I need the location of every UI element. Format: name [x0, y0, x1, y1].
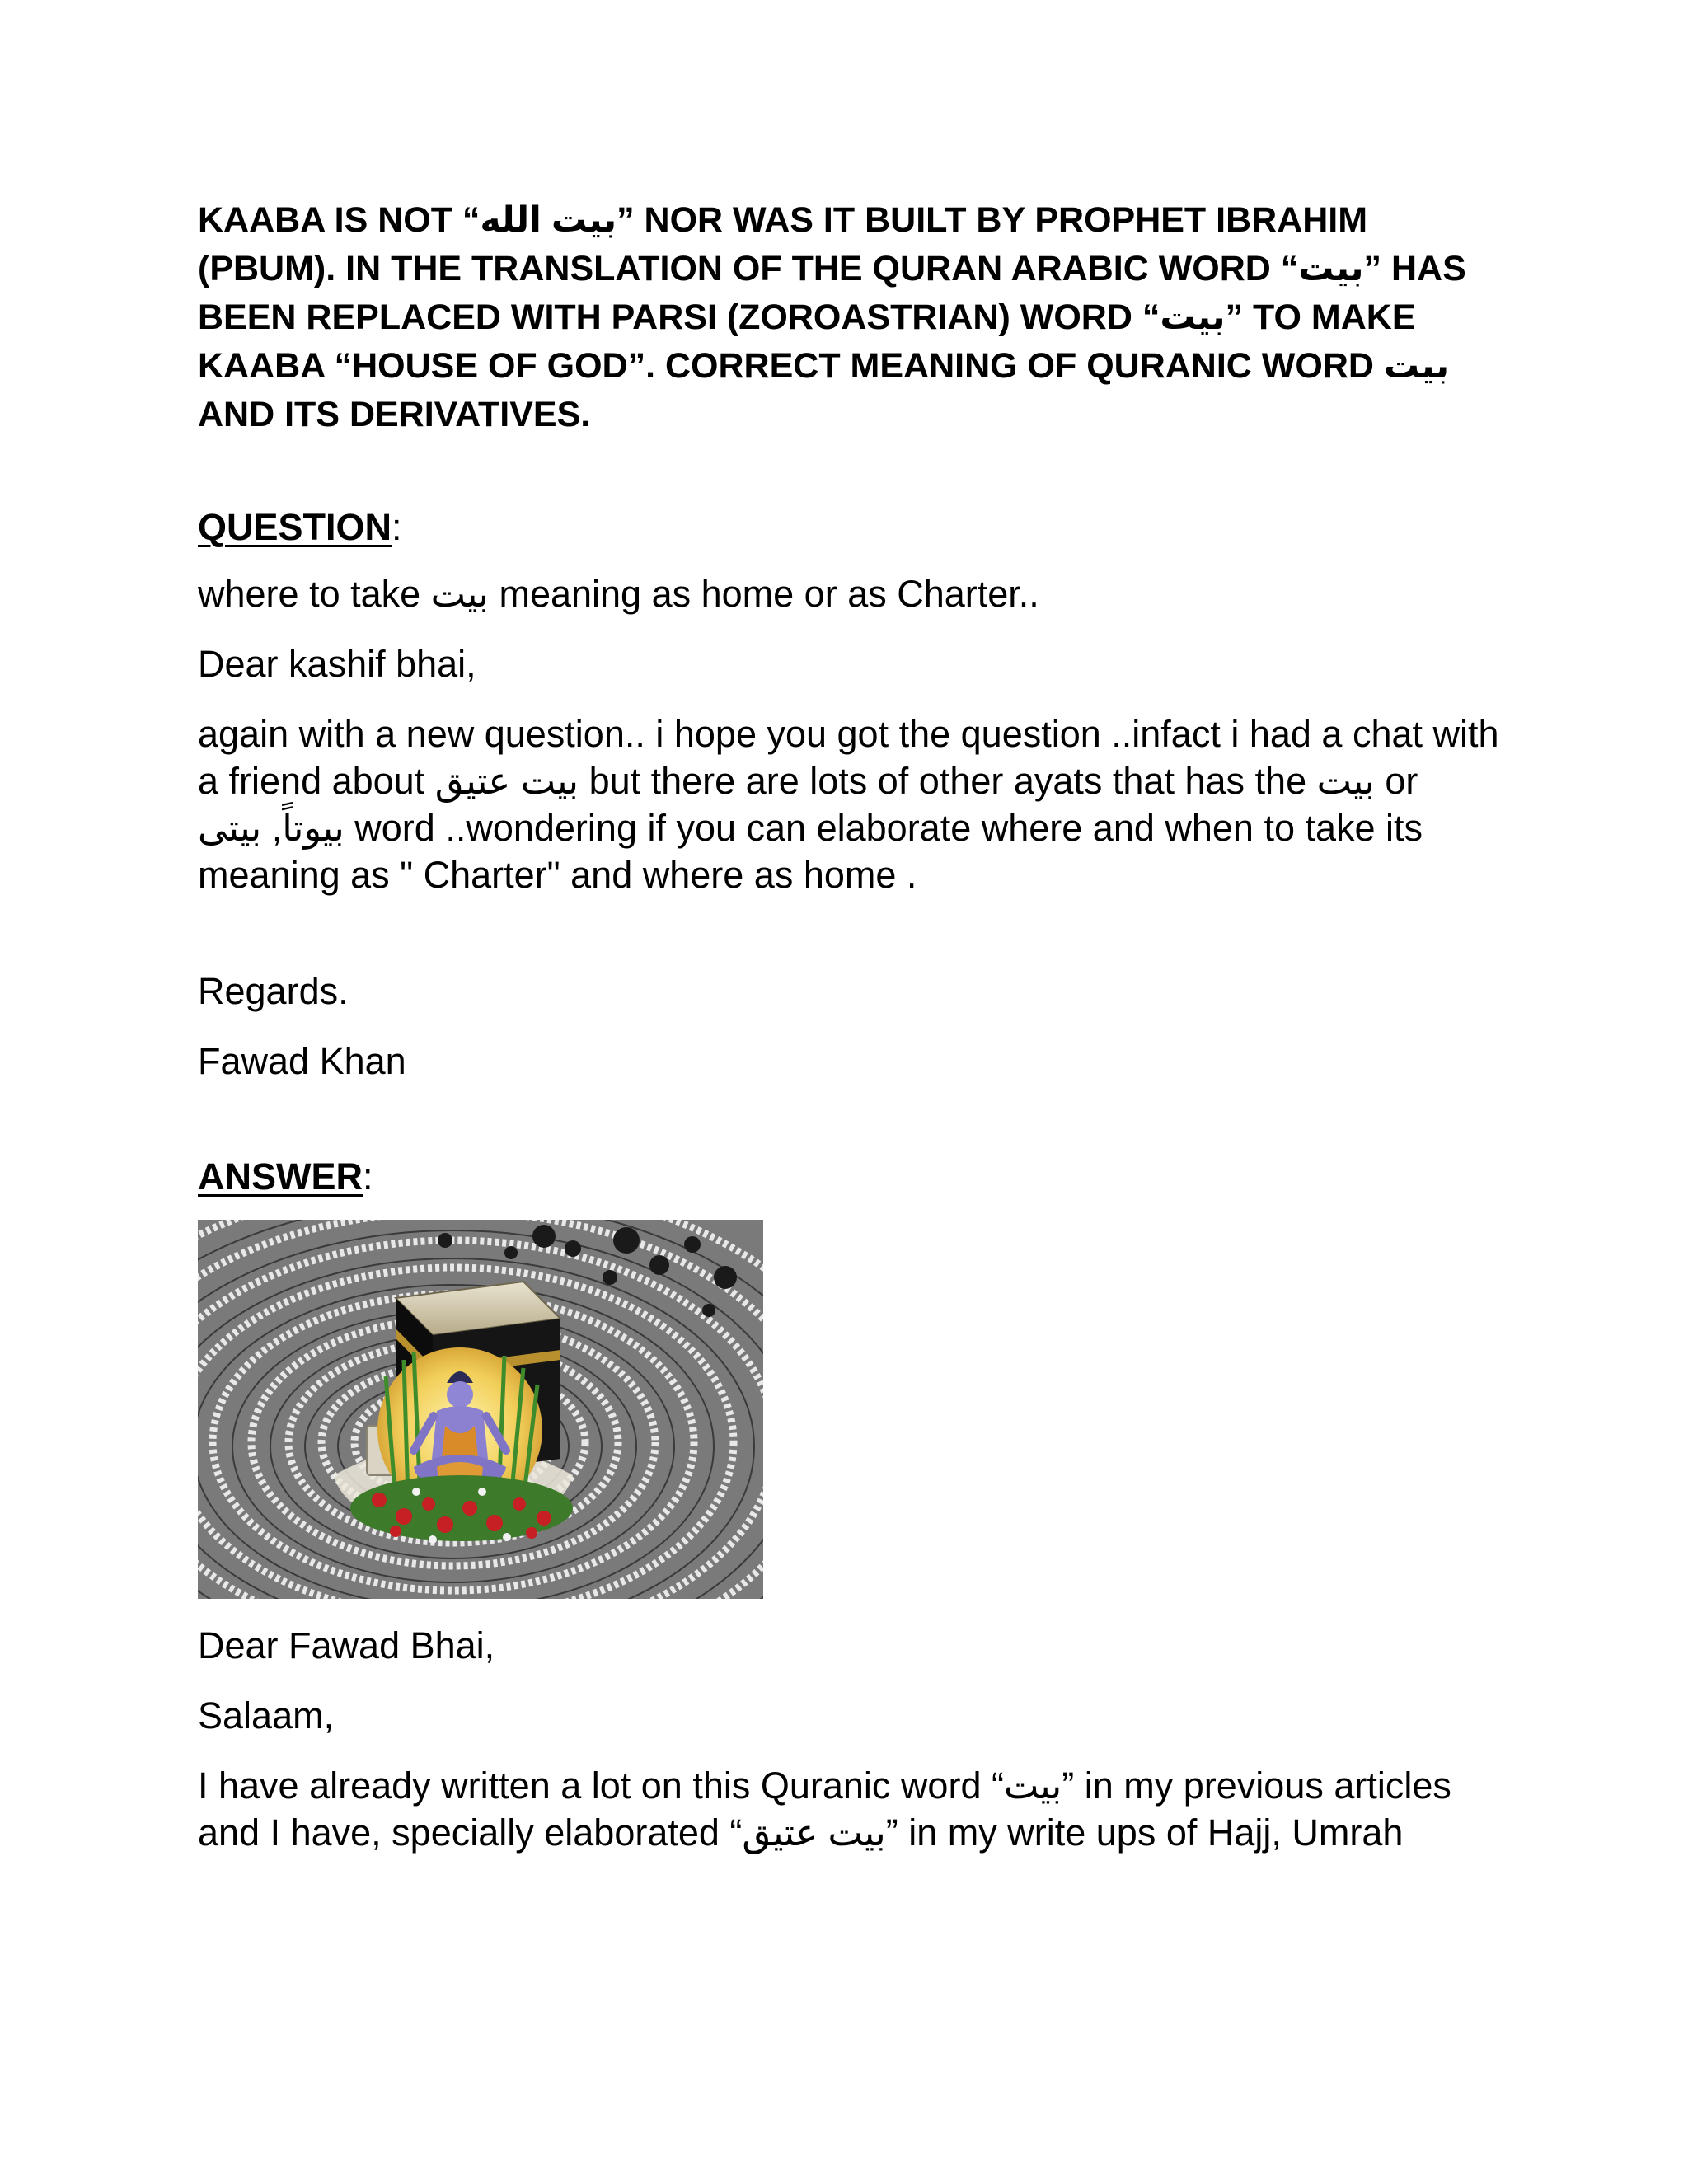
- spacer: [198, 1200, 1500, 1220]
- spacer: [198, 1599, 1500, 1622]
- answer-salaam: Salaam,: [198, 1694, 335, 1736]
- spacer: [198, 1085, 1500, 1154]
- question-signature: Fawad Khan: [198, 1040, 406, 1082]
- question-line: where to take بيت meaning as home or as Charter..: [198, 573, 1039, 615]
- kaaba-photo-image: [198, 1220, 763, 1599]
- question-greeting: Dear kashif bhai,: [198, 643, 476, 685]
- question-body: again with a new question.. i hope you got the question ..infact i had a chat with a friend about بیت عتیق but there are lots of other ayats that has the بيت or بیوتاً, بیتی word ..wondering if you can elaborate where and when to take its meaning as " Charter" and where as home .: [198, 713, 1499, 896]
- spacer: [198, 687, 1500, 710]
- spacer: [198, 551, 1500, 570]
- spacer: [198, 898, 1500, 968]
- answer-body: I have already written a lot on this Quranic word “بيت” in my previous articles and I have, specially elaborated “بيت عتيق” in my write ups of Hajj, Umrah: [198, 1765, 1451, 1854]
- spacer: [198, 1669, 1500, 1692]
- question-heading: QUESTION: [198, 506, 392, 548]
- answer-greeting: Dear Fawad Bhai,: [198, 1624, 495, 1666]
- spacer: [198, 1015, 1500, 1038]
- question-regards: Regards.: [198, 970, 349, 1012]
- kaaba-photo-svg: [198, 1220, 763, 1599]
- spacer: [198, 439, 1500, 504]
- answer-heading-line: [198, 1154, 1500, 1200]
- document-title: KAABA IS NOT “بيت الله” NOR WAS IT BUILT BY PROPHET IBRAHIM (PBUM). IN THE TRANSLATION OF THE QURAN ARABIC WORD “بيت” HAS BEEN REPLACED WITH PARSI (ZOROASTRIAN) WORD “بيت” TO MAKE KAABA “HOUSE OF GOD”. CORRECT MEANING OF QURANIC WORD بيت AND ITS DERIVATIVES.: [198, 200, 1466, 434]
- answer-heading-colon: :: [363, 1155, 373, 1197]
- document-page: [198, 196, 1500, 1856]
- spacer: [198, 1739, 1500, 1762]
- answer-heading: ANSWER: [198, 1155, 363, 1197]
- question-heading-line: [198, 504, 1500, 551]
- question-heading-colon: :: [392, 506, 402, 548]
- spacer: [198, 617, 1500, 640]
